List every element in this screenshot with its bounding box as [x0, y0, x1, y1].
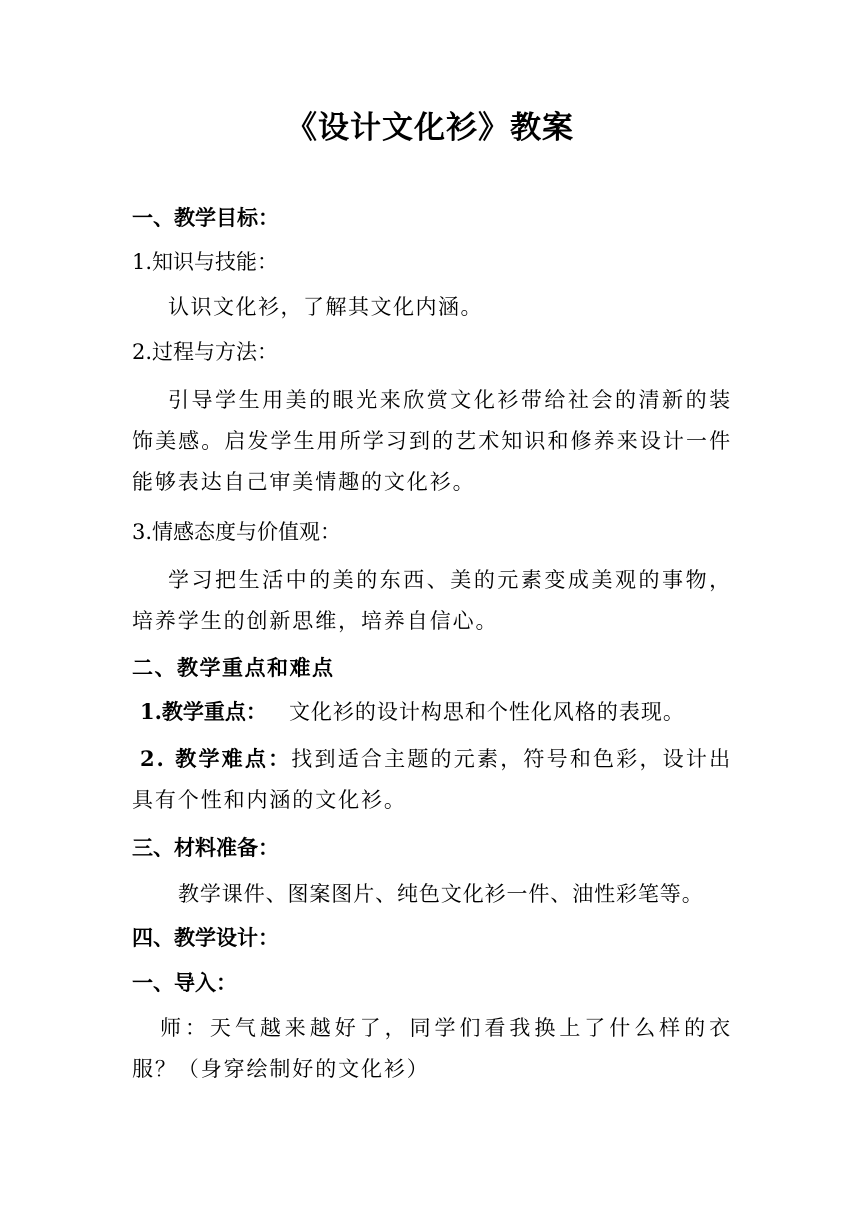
materials-text: 教学课件、图案图片、纯色文化衫一件、油性彩笔等。 [178, 882, 704, 906]
section-heading-materials: 三、材料准备： [132, 835, 279, 860]
goal-attitude-heading: 3.情感态度与价值观： [132, 520, 342, 544]
difficulty-label: 2. 教学难点： [140, 746, 292, 771]
key-point-line [140, 697, 685, 727]
section-heading-design: 四、教学设计： [132, 925, 279, 950]
intro-heading: 一、导入： [132, 970, 237, 995]
difficulty-text: 找到适合主题的元素，符号和色彩，设计出具有个性和内涵的文化衫。 [132, 747, 732, 812]
goal-knowledge-text: 认识文化衫，了解其文化内涵。 [168, 295, 483, 319]
section-heading-key-points: 二、教学重点和难点 [132, 655, 335, 680]
goal-process-text: 引导学生用美的眼光来欣赏文化衫带给社会的清新的装饰美感。启发学生用所学习到的艺术知识和修养来设计一件能够表达自己审美情趣的文化衫。 [132, 388, 732, 494]
section-heading-goals: 一、教学目标： [132, 205, 279, 230]
key-point-text: 文化衫的设计构思和个性化风格的表现。 [288, 700, 685, 724]
goal-attitude-text: 学习把生活中的美的东西、美的元素变成美观的事物，培养学生的创新思维，培养自信心。 [132, 568, 732, 633]
goal-process-heading: 2.过程与方法： [132, 340, 279, 364]
goal-knowledge-heading: 1.知识与技能： [132, 250, 279, 274]
intro-text: 师：天气越来越好了，同学们看我换上了什么样的衣服？（身穿绘制好的文化衫） [132, 1016, 732, 1081]
difficulty-paragraph [132, 738, 732, 821]
document-title: 《设计文化衫》教案 [286, 110, 574, 146]
key-point-label: 1.教学重点： [140, 699, 267, 724]
